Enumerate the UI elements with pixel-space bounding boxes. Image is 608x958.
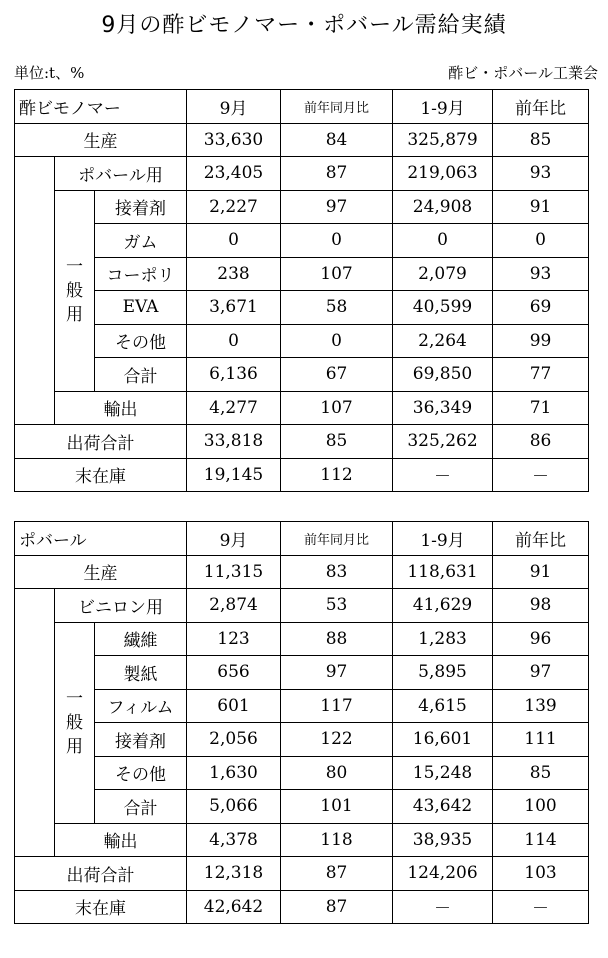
table-row	[15, 425, 589, 459]
column-header: 前年比	[493, 522, 589, 556]
table-header-row	[15, 522, 589, 556]
table-row	[15, 689, 589, 723]
table-cell: 2,227	[187, 190, 281, 224]
table-cell: －	[493, 458, 589, 492]
table-cell: 1,283	[393, 622, 493, 656]
table-cell: 43,642	[393, 790, 493, 824]
row-label: 生産	[15, 555, 187, 589]
table-cell: 69,850	[393, 358, 493, 392]
table-cell: 111	[493, 723, 589, 757]
table-cell: 118,631	[393, 555, 493, 589]
table-cell: 4,378	[187, 823, 281, 857]
table-row	[15, 291, 589, 325]
table-cell: 117	[281, 689, 393, 723]
table-row	[15, 890, 589, 924]
row-label: その他	[95, 324, 187, 358]
table-cell: 0	[493, 224, 589, 258]
table-cell: 2,264	[393, 324, 493, 358]
table-cell: 238	[187, 257, 281, 291]
table-cell: 15,248	[393, 756, 493, 790]
table-cell: 69	[493, 291, 589, 325]
table-cell: 86	[493, 425, 589, 459]
table-cell: 325,262	[393, 425, 493, 459]
unit-label: 単位:t、%	[14, 64, 85, 82]
row-label: 輸出	[55, 391, 187, 425]
column-header: 前年同月比	[281, 90, 393, 124]
table-cell: 77	[493, 358, 589, 392]
table-pva	[14, 521, 589, 924]
table-cell: 19,145	[187, 458, 281, 492]
row-label: 生産	[15, 123, 187, 157]
table-row	[15, 756, 589, 790]
row-label: 製紙	[95, 656, 187, 690]
table-cell: 97	[493, 656, 589, 690]
table-cell: 87	[281, 857, 393, 891]
table-vam	[14, 89, 589, 492]
table-cell: －	[493, 890, 589, 924]
general-use-label: 一 般 用	[55, 622, 95, 823]
indent-spacer	[15, 589, 55, 857]
table-cell: 0	[281, 324, 393, 358]
column-header: 1-9月	[393, 522, 493, 556]
table-cell: 71	[493, 391, 589, 425]
table-cell: 84	[281, 123, 393, 157]
table-cell: 656	[187, 656, 281, 690]
table-cell: 112	[281, 458, 393, 492]
table-row	[15, 358, 589, 392]
row-label: 末在庫	[15, 458, 187, 492]
table-cell: 53	[281, 589, 393, 623]
row-label: 輸出	[55, 823, 187, 857]
table-cell: －	[393, 458, 493, 492]
table-row	[15, 458, 589, 492]
table-cell: 118	[281, 823, 393, 857]
table-row	[15, 823, 589, 857]
table-cell: 0	[281, 224, 393, 258]
table-row	[15, 190, 589, 224]
table-row	[15, 391, 589, 425]
table-row	[15, 123, 589, 157]
table-row	[15, 622, 589, 656]
row-label: 末在庫	[15, 890, 187, 924]
table-cell: 85	[493, 756, 589, 790]
table-cell: 139	[493, 689, 589, 723]
table-cell: 93	[493, 157, 589, 191]
table-cell: 219,063	[393, 157, 493, 191]
table-cell: 11,315	[187, 555, 281, 589]
source-label: 酢ビ・ポバール工業会	[448, 64, 598, 82]
table-cell: 38,935	[393, 823, 493, 857]
table-cell: 107	[281, 391, 393, 425]
table-cell: 4,277	[187, 391, 281, 425]
column-header: 1-9月	[393, 90, 493, 124]
table-row	[15, 857, 589, 891]
table-cell: 36,349	[393, 391, 493, 425]
table-cell: 33,630	[187, 123, 281, 157]
table-cell: 6,136	[187, 358, 281, 392]
table-row	[15, 157, 589, 191]
table-header-row	[15, 90, 589, 124]
table-cell: 93	[493, 257, 589, 291]
table-cell: 33,818	[187, 425, 281, 459]
table-cell: 40,599	[393, 291, 493, 325]
page-title: 9月の酢ビモノマー・ポバール需給実績	[101, 13, 507, 38]
table-cell: 601	[187, 689, 281, 723]
table-cell: 91	[493, 555, 589, 589]
table-row	[15, 324, 589, 358]
table-cell: 85	[281, 425, 393, 459]
row-label: 合計	[95, 790, 187, 824]
table-cell: 107	[281, 257, 393, 291]
table-cell: 88	[281, 622, 393, 656]
table-cell: 87	[281, 157, 393, 191]
table-cell: 5,066	[187, 790, 281, 824]
table-cell: 99	[493, 324, 589, 358]
section-title: 酢ビモノマー	[15, 90, 187, 124]
row-label: 接着剤	[95, 190, 187, 224]
table-cell: 24,908	[393, 190, 493, 224]
table-cell: 67	[281, 358, 393, 392]
row-label: 出荷合計	[15, 857, 187, 891]
table-cell: 85	[493, 123, 589, 157]
table-cell: 0	[393, 224, 493, 258]
table-cell: －	[393, 890, 493, 924]
table-cell: 12,318	[187, 857, 281, 891]
column-header: 9月	[187, 522, 281, 556]
table-cell: 2,056	[187, 723, 281, 757]
column-header: 前年同月比	[281, 522, 393, 556]
row-label: EVA	[95, 291, 187, 325]
table-cell: 80	[281, 756, 393, 790]
section-title: ポバール	[15, 522, 187, 556]
table-cell: 124,206	[393, 857, 493, 891]
row-label: 繊維	[95, 622, 187, 656]
general-use-label: 一 般 用	[55, 190, 95, 391]
table-cell: 3,671	[187, 291, 281, 325]
column-header: 9月	[187, 90, 281, 124]
table-row	[15, 257, 589, 291]
table-cell: 122	[281, 723, 393, 757]
row-label: 出荷合計	[15, 425, 187, 459]
table-cell: 96	[493, 622, 589, 656]
row-label: ガム	[95, 224, 187, 258]
table-cell: 100	[493, 790, 589, 824]
table-cell: 16,601	[393, 723, 493, 757]
table-cell: 83	[281, 555, 393, 589]
row-label: ポバール用	[55, 157, 187, 191]
table-row	[15, 656, 589, 690]
row-label: ビニロン用	[55, 589, 187, 623]
table-cell: 23,405	[187, 157, 281, 191]
row-label: フィルム	[95, 689, 187, 723]
table-cell: 87	[281, 890, 393, 924]
table-cell: 42,642	[187, 890, 281, 924]
table-cell: 103	[493, 857, 589, 891]
table-cell: 97	[281, 190, 393, 224]
table-cell: 4,615	[393, 689, 493, 723]
table-cell: 98	[493, 589, 589, 623]
table-cell: 325,879	[393, 123, 493, 157]
table-cell: 114	[493, 823, 589, 857]
table-cell: 97	[281, 656, 393, 690]
table-cell: 0	[187, 324, 281, 358]
table-cell: 123	[187, 622, 281, 656]
table-row	[15, 723, 589, 757]
table-cell: 101	[281, 790, 393, 824]
table-cell: 0	[187, 224, 281, 258]
table-cell: 41,629	[393, 589, 493, 623]
table-cell: 5,895	[393, 656, 493, 690]
table-cell: 2,079	[393, 257, 493, 291]
indent-spacer	[15, 157, 55, 425]
table-cell: 2,874	[187, 589, 281, 623]
row-label: その他	[95, 756, 187, 790]
row-label: 合計	[95, 358, 187, 392]
table-row	[15, 790, 589, 824]
row-label: コーポリ	[95, 257, 187, 291]
row-label: 接着剤	[95, 723, 187, 757]
column-header: 前年比	[493, 90, 589, 124]
table-row	[15, 224, 589, 258]
table-row	[15, 589, 589, 623]
table-row	[15, 555, 589, 589]
table-cell: 58	[281, 291, 393, 325]
table-cell: 1,630	[187, 756, 281, 790]
table-cell: 91	[493, 190, 589, 224]
